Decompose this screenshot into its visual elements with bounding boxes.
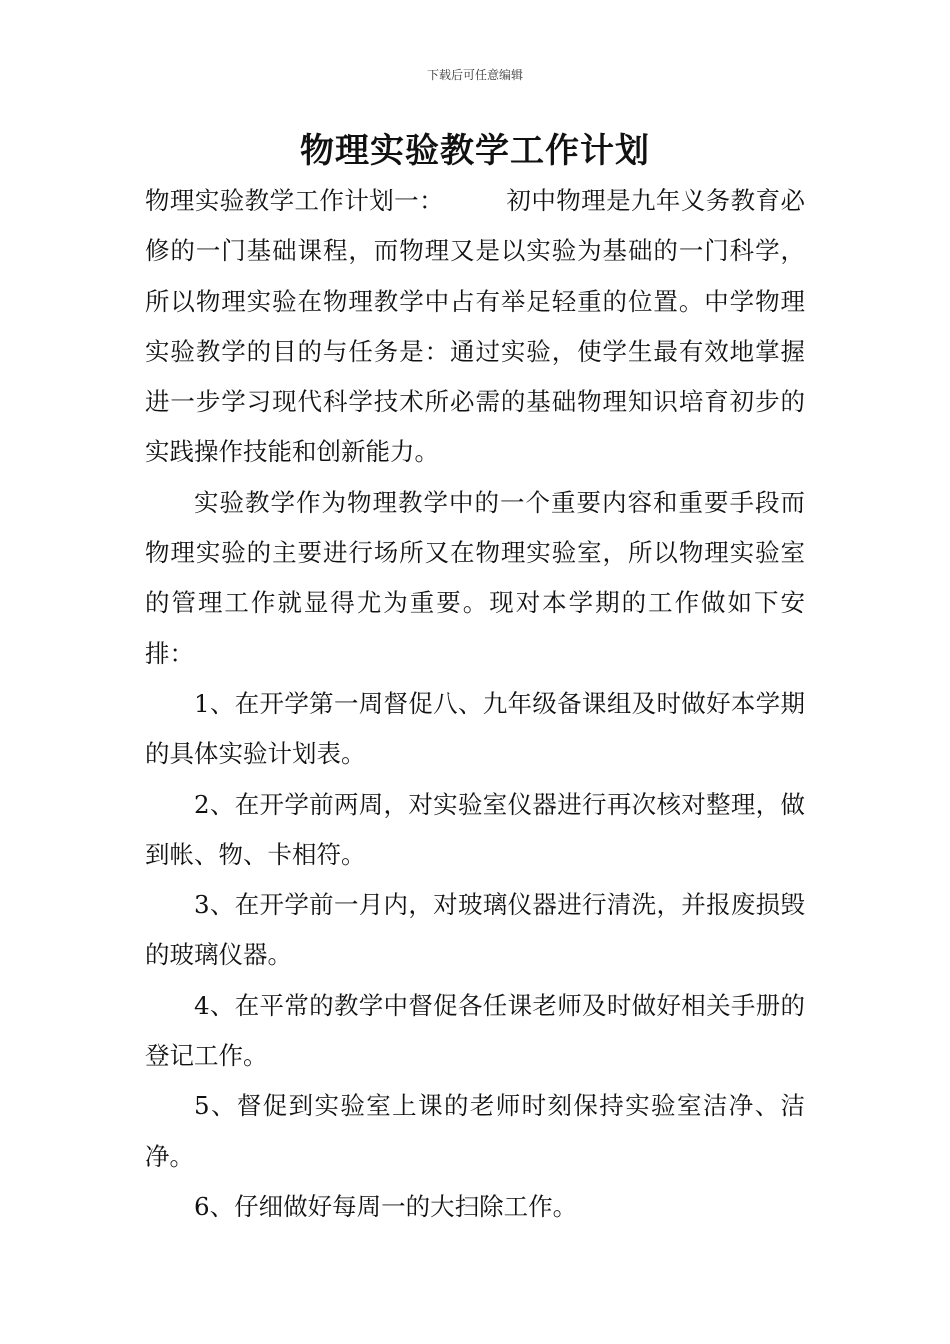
paragraph-overview: 实验教学作为物理教学中的一个重要内容和重要手段而物理实验的主要进行场所又在物理实验室，所以物理实验室的管理工作就显得尤为重要。现对本学期的工作做如下安排：: [145, 487, 805, 668]
intro-text: 初中物理是九年义务教育必修的一门基础课程，而物理又是以实验为基础的一门科学，所以物理实验在物理教学中占有举足轻重的位置。中学物理实验教学的目的与任务是：通过实验，使学生最有效地掌握进一步学习现代科学技术所必需的基础物理知识培育初步的实践操作技能和创新能力。: [145, 186, 805, 467]
page-header-note: 下载后可任意编辑: [426, 68, 523, 82]
list-item-3: 3、在开学前一月内，对玻璃仪器进行清洗，并报废损毁的玻璃仪器。: [145, 890, 805, 970]
intro-paragraph: [145, 176, 805, 478]
document-title: 物理实验教学工作计划: [300, 131, 650, 171]
list-item-2: 2、在开学前两周，对实验室仪器进行再次核对整理，做到帐、物、卡相符。: [145, 789, 805, 869]
list-item-1: 1、在开学第一周督促八、九年级备课组及时做好本学期的具体实验计划表。: [145, 688, 805, 769]
list-item-4: 4、在平常的教学中督促各任课老师及时做好相关手册的登记工作。: [145, 990, 805, 1071]
list-item-5: 5、督促到实验室上课的老师时刻保持实验室洁净、洁净。: [145, 1091, 805, 1171]
intro-label: 物理实验教学工作计划一：: [145, 186, 444, 215]
list-item-6: 6、仔细做好每周一的大扫除工作。: [194, 1191, 578, 1221]
document-body: [145, 176, 805, 1232]
